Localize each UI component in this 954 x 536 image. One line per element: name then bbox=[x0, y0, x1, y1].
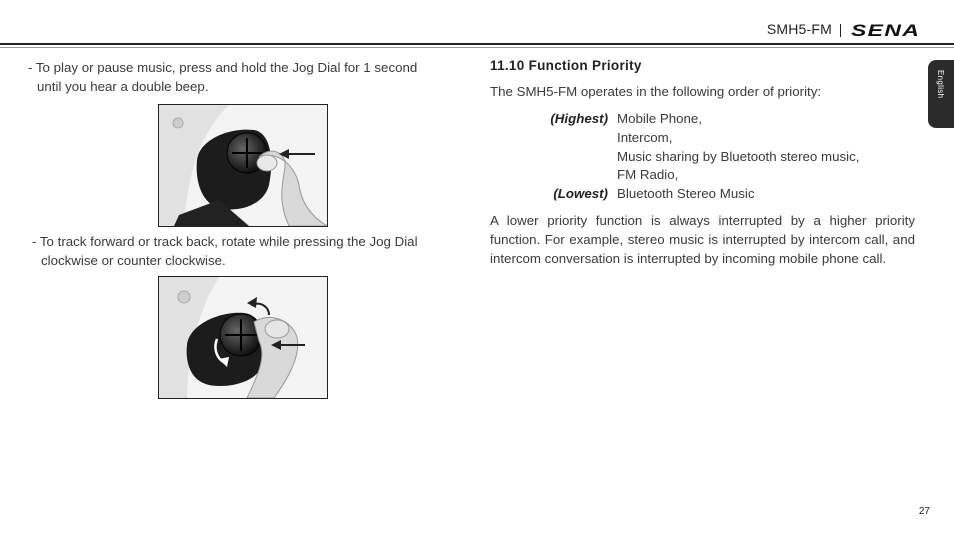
bullet-track-skip-line2: clockwise or counter clockwise. bbox=[41, 253, 226, 268]
section-intro: The SMH5-FM operates in the following order of priority: bbox=[490, 84, 822, 99]
priority-item: FM Radio, bbox=[617, 167, 679, 182]
priority-label-highest: (Highest) bbox=[550, 111, 608, 126]
header-rule bbox=[0, 43, 954, 45]
header-separator bbox=[840, 24, 841, 37]
language-tab-label: English bbox=[936, 70, 945, 99]
jog-dial-rotate-photo bbox=[158, 276, 328, 399]
bullet-play-pause-line2: until you hear a double beep. bbox=[37, 79, 209, 94]
priority-explanation: A lower priority function is always interrupted by a higher priority function. For example, stereo music is interrupted by intercom call, and intercom conversation is interrupted by incoming mobile phone call. bbox=[490, 213, 915, 266]
bullet-play-pause-line1: - To play or pause music, press and hold the Jog Dial for 1 second bbox=[28, 60, 418, 75]
bullet-track-skip bbox=[32, 232, 454, 270]
page-number: 27 bbox=[918, 506, 930, 517]
bullet-track-skip-line1: - To track forward or track back, rotate while pressing the Jog Dial bbox=[32, 234, 418, 249]
priority-item: Music sharing by Bluetooth stereo music, bbox=[617, 149, 860, 164]
brand-logo: SENA bbox=[851, 21, 921, 40]
priority-item: Intercom, bbox=[617, 130, 673, 145]
header-model-name: SMH5-FM bbox=[766, 21, 832, 37]
bullet-play-pause bbox=[28, 58, 454, 96]
priority-item: Mobile Phone, bbox=[617, 111, 703, 126]
language-tab[interactable] bbox=[928, 60, 954, 128]
priority-label-lowest: (Lowest) bbox=[553, 186, 608, 201]
header-rule-thin bbox=[0, 47, 954, 48]
jog-dial-press-photo bbox=[158, 104, 328, 227]
priority-item: Bluetooth Stereo Music bbox=[617, 186, 755, 201]
section-heading: 11.10 Function Priority bbox=[490, 58, 642, 73]
